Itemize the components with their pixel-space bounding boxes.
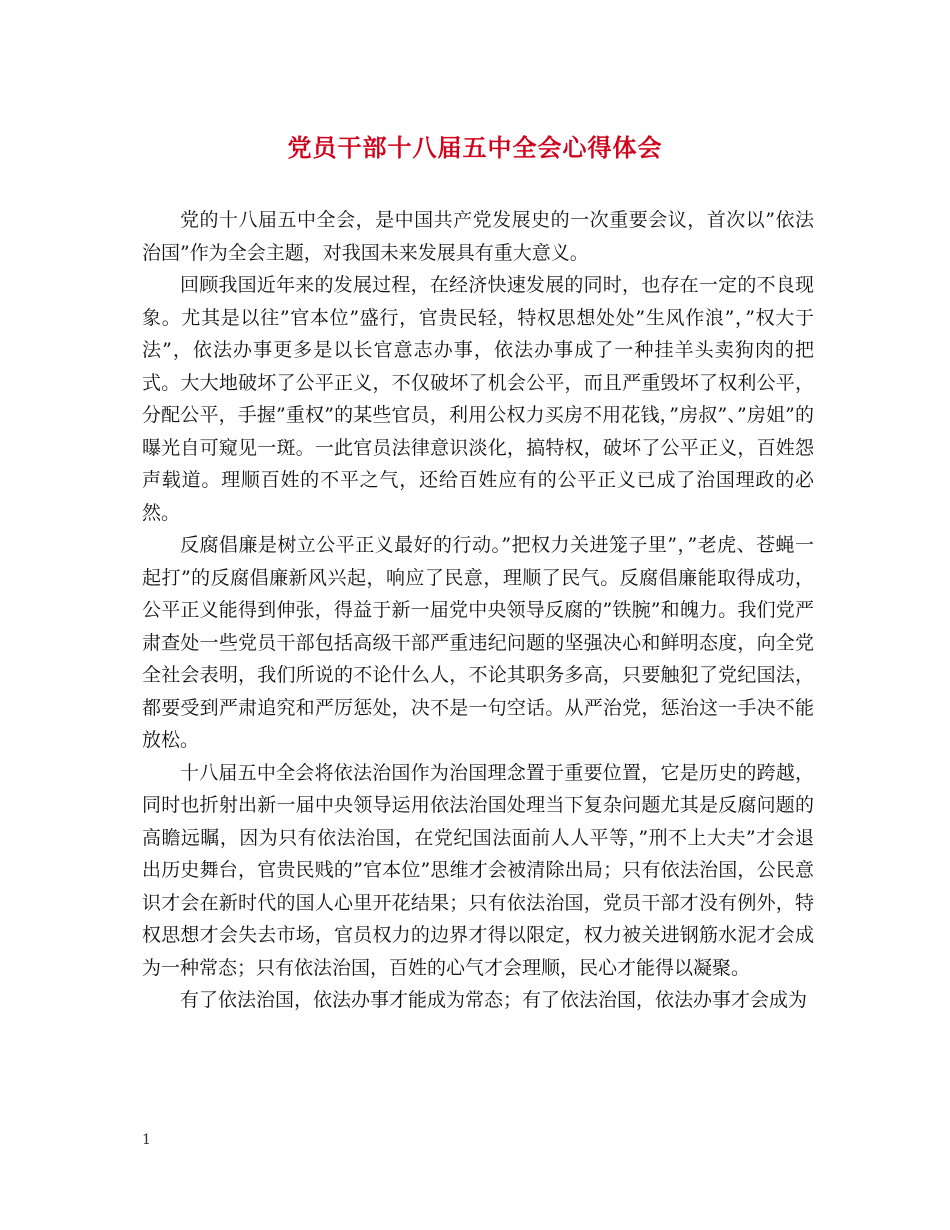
paragraph: 党的十八届五中全会，是中国共产党发展史的一次重要会议，首次以”依法治国”作为全会主题，对我国未来发展具有重大意义。 bbox=[142, 209, 814, 264]
paragraph: 十八届五中全会将依法治国作为治国理念置于重要位置，它是历史的跨越，同时也折射出新一届中央领导运用依法治国处理当下复杂问题尤其是反腐问题的高瞻远瞩，因为只有依法治国，在党纪国法面前人人平等，”刑不上大夫”才会退出历史舞台，官贵民贱的”官本位”思维才会被清除出局；只有依法治国，公民意识才会在新时代的国人心里开花结果；只有依法治国，党员干部才没有例外，特权思想才会失去市场，官员权力的边界才得以限定，权力被关进钢筋水泥才会成为一种常态；只有依法治国，百姓的心气才会理顺，民心才能得以凝聚。 bbox=[142, 761, 814, 979]
document-body bbox=[142, 204, 814, 1017]
paragraph: 反腐倡廉是树立公平正义最好的行动。”把权力关进笼子里”，”老虎、苍蝇一起打”的反腐倡廉新风兴起，响应了民意，理顺了民气。反腐倡廉能取得成功，公平正义能得到伸张，得益于新一届党中央领导反腐的”铁腕”和魄力。我们党严肃查处一些党员干部包括高级干部严重违纪问题的坚强决心和鲜明态度，向全党全社会表明，我们所说的不论什么人，不论其职务多高，只要触犯了党纪国法，都要受到严肃追究和严厉惩处，决不是一句空话。从严治党，惩治这一手决不能放松。 bbox=[142, 534, 814, 751]
document-title: 党员干部十八届五中全会心得体会 bbox=[287, 133, 663, 162]
paragraph: 回顾我国近年来的发展过程，在经济快速发展的同时，也存在一定的不良现象。尤其是以往”官本位”盛行，官贵民轻，特权思想处处”生风作浪”，”权大于法”，依法办事更多是以长官意志办事，依法办事成了一种挂羊头卖狗肉的把式。大大地破坏了公平正义，不仅破坏了机会公平，而且严重毁坏了权利公平，分配公平，手握”重权”的某些官员，利用公权力买房不用花钱，”房叔”、”房姐”的曝光自可窥见一斑。一此官员法律意识淡化，搞特权，破坏了公平正义，百姓怨声载道。理顺百姓的不平之气，还给百姓应有的公平正义已成了治国理政的必然。 bbox=[142, 274, 814, 524]
paragraph: 有了依法治国，依法办事才能成为常态；有了依法治国，依法办事才会成为 bbox=[180, 989, 808, 1011]
page-number: 1 bbox=[142, 1132, 151, 1148]
